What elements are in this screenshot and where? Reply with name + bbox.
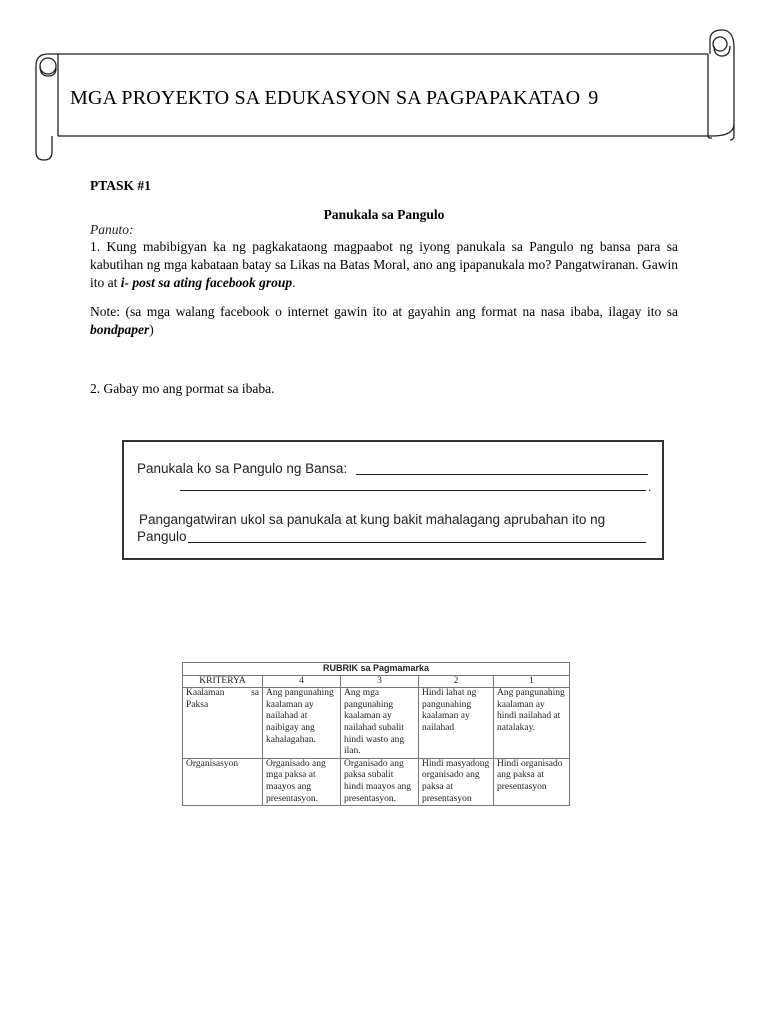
header-cell: KRITERYA [183, 675, 263, 688]
table-cell: Ang pangunahing kaalaman ay nailahad at naibigay ang kahalagahan. [263, 688, 341, 759]
instruction-item-2: 2. Gabay mo ang pormat sa ibaba. [90, 381, 275, 396]
table-cell: Organisado ang paksa subalit hindi maayos ang presentasyon. [341, 758, 419, 805]
table-cell: Hindi lahat ng pangunahing kaalaman ay nailahad [419, 688, 494, 759]
document-title [70, 86, 710, 110]
instruction-item-1 [90, 238, 678, 292]
task-title: Panukala sa Pangulo [323, 207, 445, 222]
item1-text: 1. Kung mabibigyan ka ng pagkakataong magpaabot ng iyong panukala sa Pangulo ng bansa para sa kabutihan ng mga kabataan batay sa Likas na Batas Moral, ano ang ipapanukala mo? Pangatwiranan. Gawin ito at [90, 239, 678, 290]
justification-label: Pangangatwiran ukol sa panukala at kung bakit mahalagang aprubahan ito ng [139, 512, 606, 527]
header-cell: 3 [341, 675, 419, 688]
table-cell: Hindi masyadong organisado ang paksa at presentasyon [419, 758, 494, 805]
rubric-caption-row [183, 663, 570, 676]
blank-line [188, 542, 646, 543]
rubric-caption: RUBRIK sa Pagmamarka [183, 663, 570, 676]
header-cell: 1 [494, 675, 570, 688]
rubric-header-row [183, 675, 570, 688]
table-cell: Organisado ang mga paksa at maayos ang presentasyon. [263, 758, 341, 805]
item1-emphasis: i- post sa ating facebook group [120, 275, 293, 290]
period-mark: . [648, 480, 652, 494]
blank-line [356, 474, 648, 475]
blank-line [180, 490, 646, 491]
table-cell: Ang pangunahing kaalaman ay hindi nailahad at natalakay. [494, 688, 570, 759]
table-cell: Ang mga pangunahing kaalaman ay nailahad subalit hindi wasto ang ilan. [341, 688, 419, 759]
rubric-table [182, 662, 570, 806]
grade-number: 9 [588, 87, 599, 109]
task-label: PTASK #1 [90, 178, 151, 193]
president-label: Pangulo [137, 529, 187, 544]
header-cell: 2 [419, 675, 494, 688]
table-row [183, 688, 570, 759]
instructions-label: Panuto: [90, 222, 134, 237]
header-cell: 4 [263, 675, 341, 688]
criterion-cell: Kaalaman sa Paksa [183, 688, 263, 759]
instruction-note [90, 303, 678, 339]
item1-end: . [292, 275, 296, 290]
table-row [183, 758, 570, 805]
table-cell: Hindi organisado ang paksa at presentasyon [494, 758, 570, 805]
proposal-label: Panukala ko sa Pangulo ng Bansa: [137, 461, 348, 476]
note-text: Note: (sa mga walang facebook o internet gawin ito at gayahin ang format na nasa ibaba, ilagay ito sa [90, 304, 678, 319]
format-template-box [122, 440, 664, 560]
note-emphasis: bondpaper [90, 322, 150, 337]
note-end: ) [149, 322, 154, 337]
criterion-cell: Organisasyon [183, 758, 263, 805]
title-text: MGA PROYEKTO SA EDUKASYON SA PAGPAPAKATAO [70, 87, 581, 109]
